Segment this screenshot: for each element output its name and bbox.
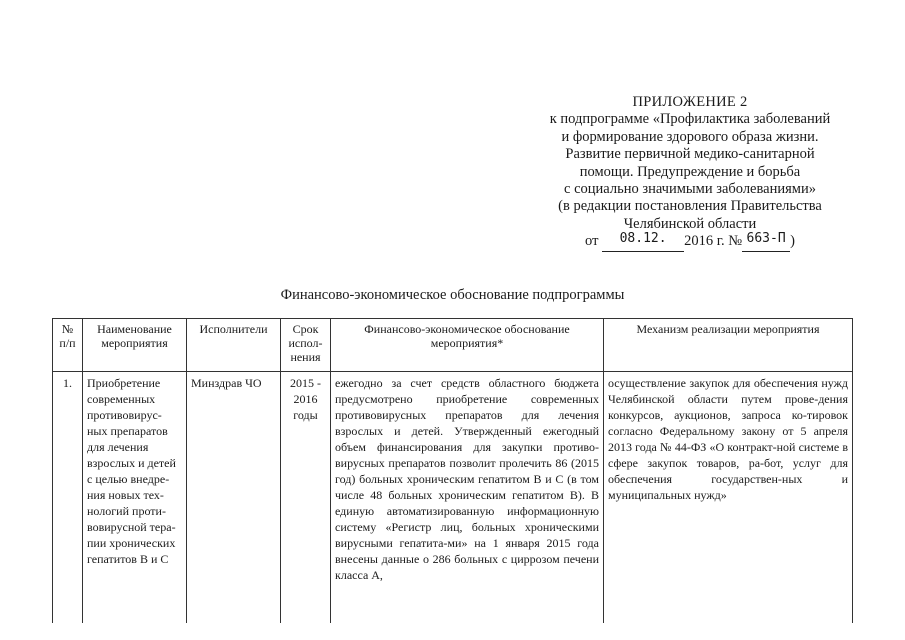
date-year: 2016 г. № <box>684 233 743 250</box>
cell-name-text: Приобретение современных противовирус-ных препаратов для лечения взрослых и детей с целью внедре-ния новых тех-нологий проти-вовирусной тера-пии хронических гепатитов В и С <box>87 376 176 566</box>
header-justification: Финансово-экономическое обоснование мероприятия* <box>331 319 604 372</box>
document-title: Финансово-экономическое обоснование подпрограммы <box>280 287 625 303</box>
appendix-title: ПРИЛОЖЕНИЕ 2 <box>632 94 748 110</box>
appendix-line: (в редакции постановления Правительства <box>558 198 822 215</box>
header-executors: Исполнители <box>187 319 281 372</box>
date-prefix: от <box>585 233 599 250</box>
cell-mechanism <box>604 372 853 624</box>
cell-justification <box>331 372 604 624</box>
header-num: № п/п <box>53 319 83 372</box>
date-blank <box>602 233 684 251</box>
appendix-line: и формирование здорового образа жизни. <box>561 128 819 145</box>
header-term: Срок испол-нения <box>281 319 331 372</box>
appendix-header <box>520 94 860 252</box>
table-header-row <box>53 319 853 372</box>
cell-executors: Минздрав ЧО <box>187 372 281 624</box>
resolution-date-line <box>585 233 795 251</box>
handwritten-date: 08.12. <box>619 231 667 247</box>
header-name: Наименование мероприятия <box>83 319 187 372</box>
justification-table <box>52 318 853 623</box>
table-row <box>53 372 853 624</box>
header-mechanism: Механизм реализации мероприятия <box>604 319 853 372</box>
appendix-line: к подпрограмме «Профилактика заболеваний <box>549 111 831 128</box>
date-close: ) <box>790 233 795 250</box>
handwritten-number: 663-П <box>746 231 786 247</box>
cell-term: 2015 - 2016 годы <box>281 372 331 624</box>
number-blank <box>742 233 790 251</box>
appendix-line: помощи. Предупреждение и борьба <box>579 163 801 180</box>
appendix-line: с социально значимыми заболеваниями» <box>564 181 816 198</box>
cell-num: 1. <box>53 372 83 624</box>
cell-name <box>83 372 187 624</box>
cell-justification-text: ежегодно за счет средств областного бюджета предусмотрено приобретение современных противовирусных препаратов для лечения взрослых и детей. Утвержденный ежегодный объем финансирования для закупки противо-вирусных препаратов позволит пролечить 86 (2015 год) больных хроническим гепатитом В и С (в том числе 48 больных хроническим гепатитом В). В единую автоматизированную информационную систему «Регистр лиц, больных хроническими вирусными гепатита-ми» на 1 января 2015 года внесены данные о 286 больных с циррозом печени класса А, <box>335 376 599 582</box>
cell-mechanism-text: осуществление закупок для обеспечения нужд Челябинской области путем прове-дения конкурсов, аукционов, запроса ко-тировок согласно Федеральному закону от 5 апреля 2013 года № 44-ФЗ «О контракт-ной системе в сфере закупок товаров, ра-бот, услуг для обеспечения государствен-ных и муниципальных нужд» <box>608 376 848 502</box>
appendix-line: Развитие первичной медико-санитарной <box>565 146 815 163</box>
appendix-line: Челябинской области <box>623 215 757 232</box>
